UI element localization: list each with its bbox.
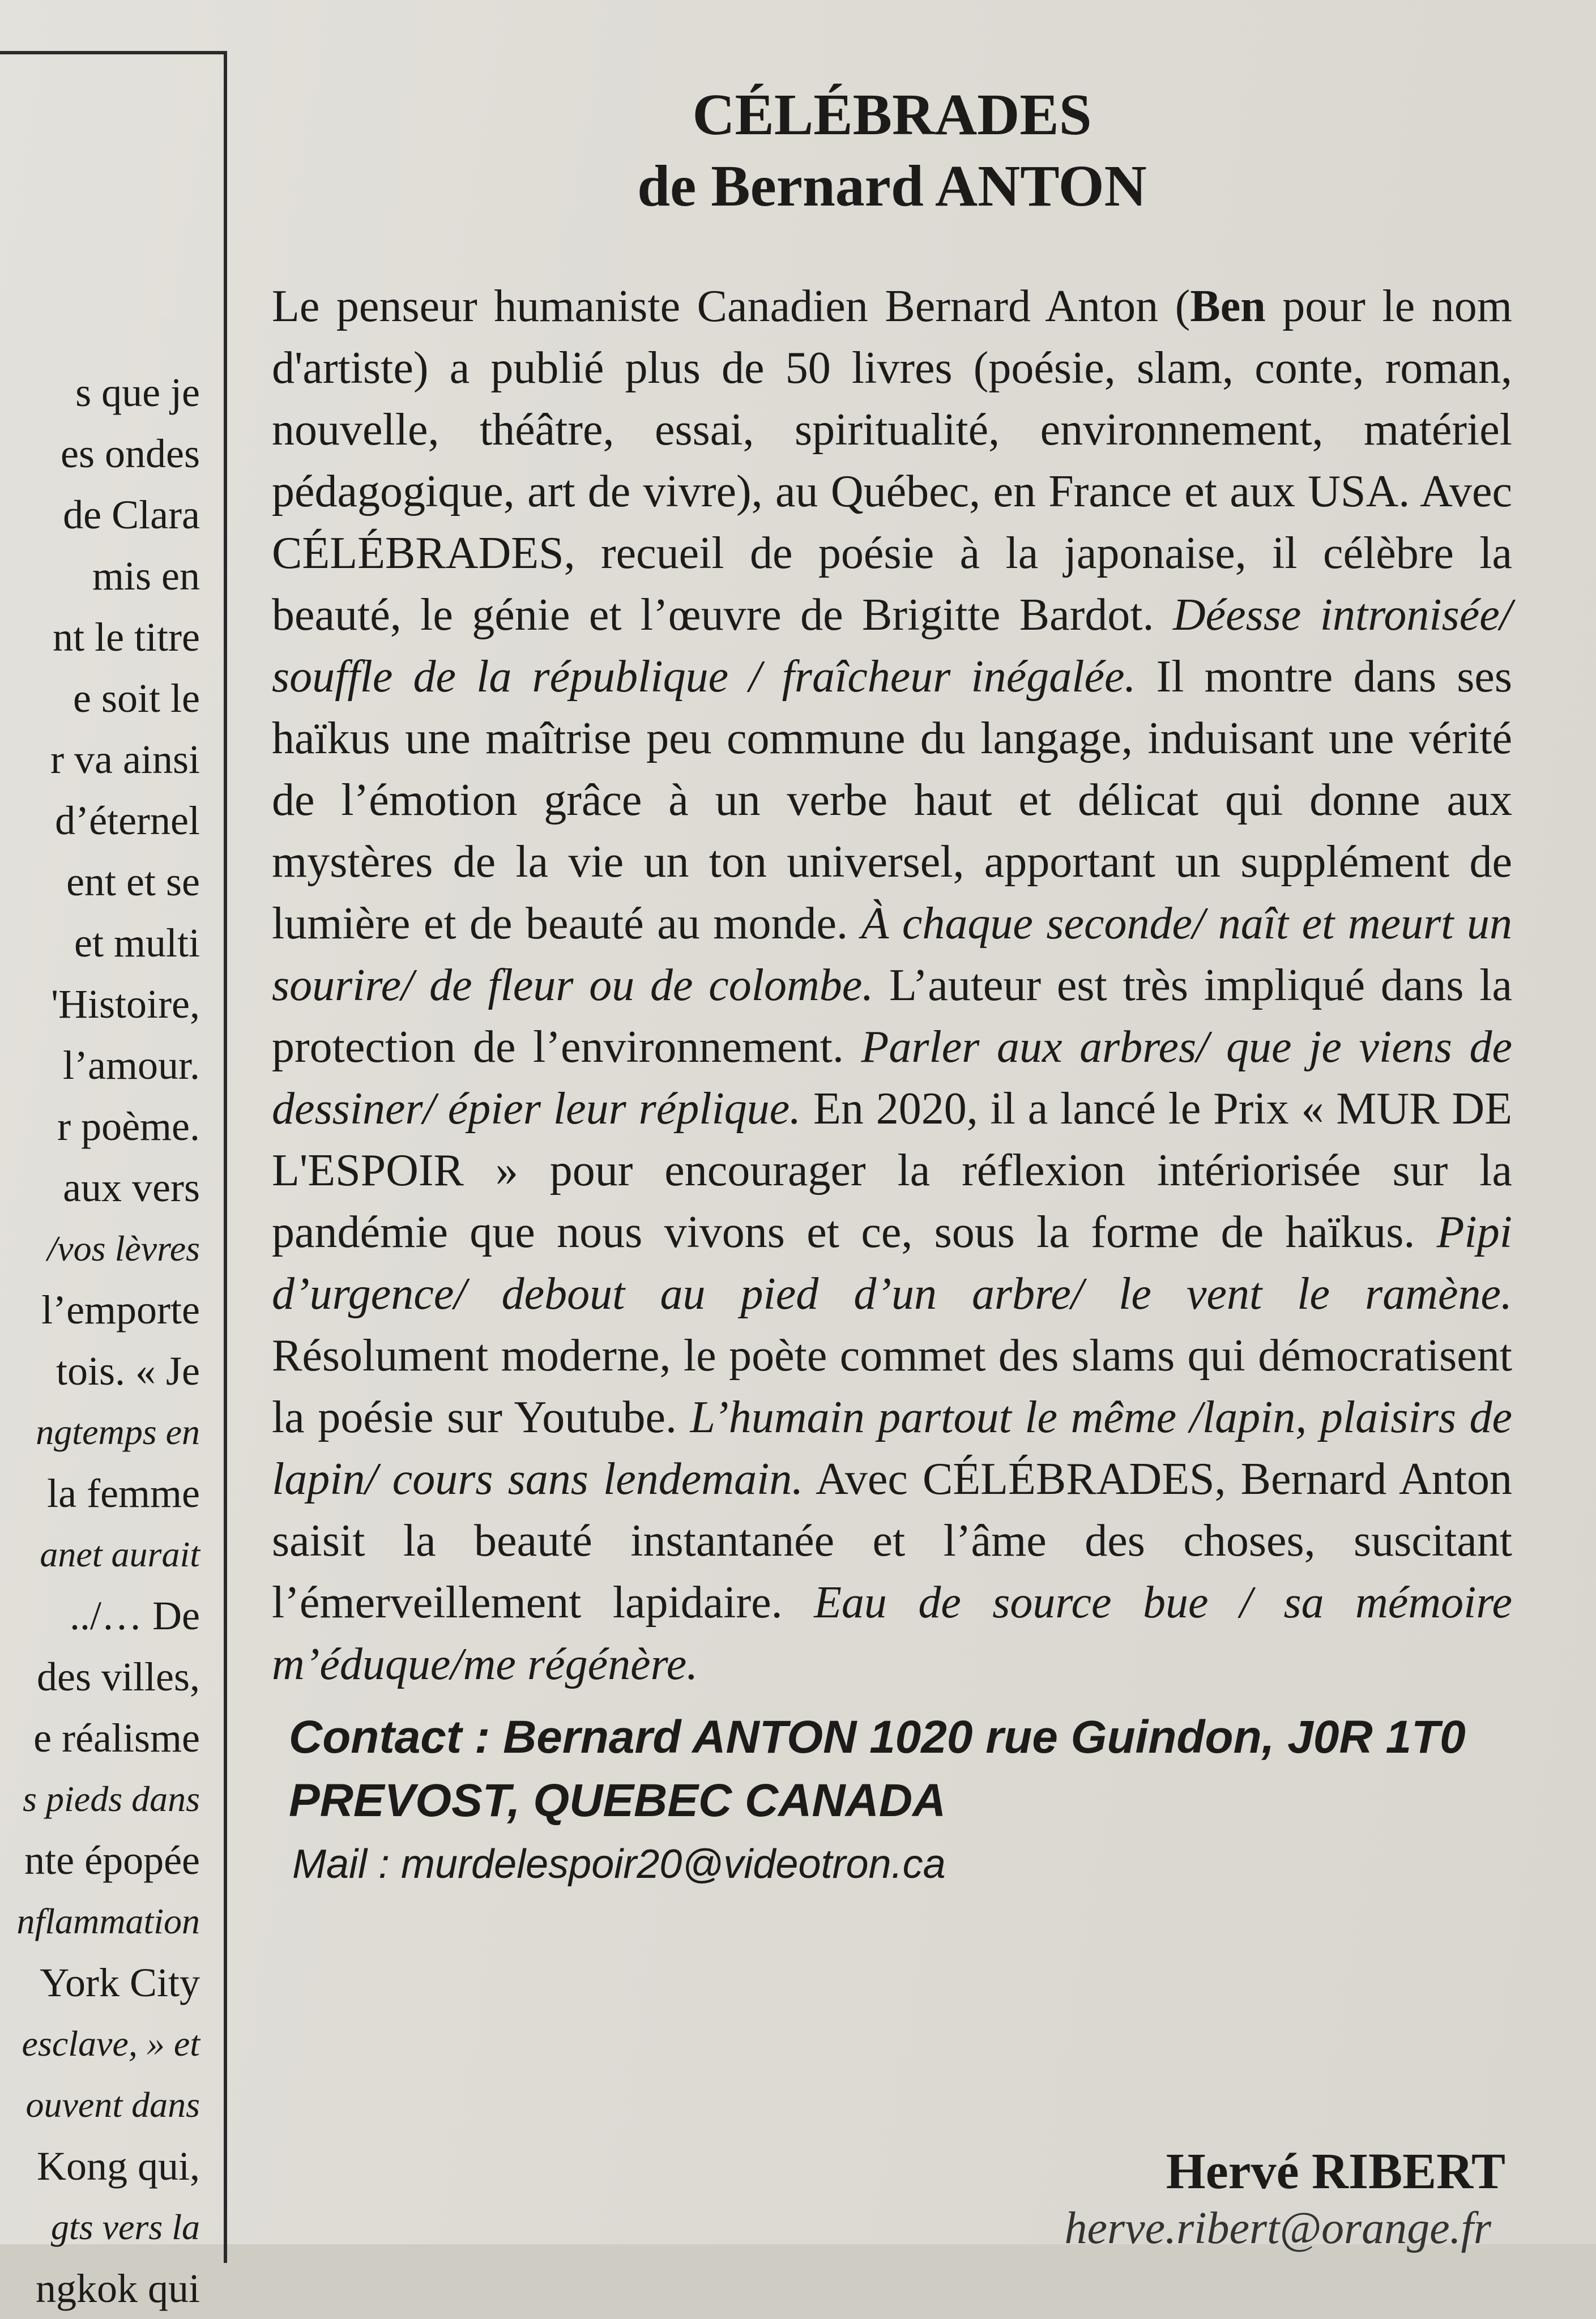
article xyxy=(272,79,1512,1893)
previous-article-line: gts vers la xyxy=(50,2207,200,2247)
haiku-quote: Parler aux arbres/ que je viens de dessiner/ épier leur réplique. xyxy=(272,1022,1512,1134)
previous-article-line: nte épopée xyxy=(24,1838,200,1883)
haiku-quote: À chaque seconde/ naît et meurt un sourire/ de fleur ou de colombe. xyxy=(272,899,1512,1010)
author-email: herve.ribert@orange.fr xyxy=(1064,2203,1491,2253)
author-signature: Hervé RIBERT xyxy=(1166,2143,1505,2200)
previous-article-line: r va ainsi xyxy=(50,737,200,782)
previous-article-line: es ondes xyxy=(61,431,200,476)
body-run: Le penseur humaniste Canadien Bernard Anton ( xyxy=(272,281,1190,331)
article-body xyxy=(272,276,1512,1696)
previous-article-line: l’emporte xyxy=(41,1287,200,1333)
previous-article-line: ../… De xyxy=(70,1593,200,1638)
body-run: L’auteur est très impliqué dans la protection de l’environnement. xyxy=(272,960,1513,1072)
body-run: En 2020, il a lancé le Prix « MUR DE L'ESPOIR » pour encourager la réflexion intériorisée sur la pandémie que nous vivons et ce, sous la forme de haïkus. xyxy=(272,1084,1512,1257)
body-run: pour le nom d'artiste) a publié plus de 50 livres (poésie, slam, conte, roman, nouvelle, théâtre, essai, spiritualité, environnement, matériel pédagogique, art de vivre), au Québec, en France et aux USA. Avec CÉLÉBRADES, recueil de poésie à la japonaise, il célèbre la beauté, le génie et l’œuvre de Brigitte Bardot. xyxy=(272,281,1513,640)
previous-article-line: mis en xyxy=(92,553,200,599)
previous-article-line: r poème. xyxy=(57,1104,200,1149)
previous-article-line: ouvent dans xyxy=(25,2085,200,2125)
article-title: CÉLÉBRADES xyxy=(692,82,1092,147)
previous-article-line: Kong qui, xyxy=(37,2143,200,2189)
contact-info: Contact : Bernard ANTON 1020 rue Guindon, J0R 1T0 PREVOST, QUEBEC CANADA xyxy=(289,1711,1466,1826)
previous-article-line: et multi xyxy=(74,920,200,966)
previous-article-line: nflammation xyxy=(16,1901,200,1941)
haiku-quote: L’humain partout le même /lapin, plaisirs de lapin/ cours sans lendemain. xyxy=(272,1393,1513,1504)
previous-article-column xyxy=(0,51,227,2311)
previous-article-line: /vos lèvres xyxy=(47,1228,200,1269)
body-run: Il montre dans ses haïkus une maîtrise peu commune du langage, induisant une vérité de l’émotion grâce à un verbe haut et délicat qui donne aux mystères de la vie un ton universel, apportant un supplément de lumière et de beauté au monde. xyxy=(272,652,1513,949)
previous-article-line: d’éternel xyxy=(55,798,200,843)
haiku-quote: Pipi d’urgence/ debout au pied d’un arbre/ le vent le ramène. xyxy=(272,1207,1512,1319)
previous-article-line: esclave, » et xyxy=(22,2023,200,2064)
previous-article-line: York City xyxy=(40,1960,200,2005)
previous-article-text xyxy=(0,362,200,2319)
previous-article-line: s pieds dans xyxy=(23,1779,200,1819)
haiku-quote: Déesse intronisée/ souffle de la république / fraîcheur inégalée. xyxy=(272,590,1513,702)
previous-article-line: ngtemps en xyxy=(36,1412,200,1452)
previous-article-line: e soit le xyxy=(73,676,200,721)
haiku-quote: Eau de source bue / sa mémoire m’éduque/me régénère. xyxy=(272,1578,1512,1689)
artist-name: Ben xyxy=(1190,281,1266,331)
body-run: Avec CÉLÉBRADES, Bernard Anton saisit la beauté instantanée et l’âme des choses, suscitant l’émerveillement lapidaire. xyxy=(272,1454,1512,1628)
body-run: Résolument moderne, le poète commet des slams qui démocratisent la poésie sur Youtube. xyxy=(272,1331,1512,1442)
previous-article-line: 'Histoire, xyxy=(51,981,200,1027)
previous-article-line: des villes, xyxy=(37,1654,200,1699)
previous-article-line: de Clara xyxy=(63,492,200,537)
previous-article-line: e réalisme xyxy=(33,1715,200,1761)
previous-article-line: la femme xyxy=(47,1471,200,1516)
previous-article-line: s que je xyxy=(75,370,200,415)
previous-article-line: aux vers xyxy=(63,1165,200,1210)
previous-article-line: ent et se xyxy=(66,859,200,904)
previous-article-line: ngkok qui xyxy=(35,2266,200,2311)
previous-article-line: tois. « Je xyxy=(56,1348,200,1394)
previous-article-line: l’amour. xyxy=(63,1043,200,1088)
contact-email: Mail : murdelespoir20@videotron.ca xyxy=(292,1842,946,1887)
previous-article-line: anet aurait xyxy=(40,1534,200,1574)
previous-article-line: nt le titre xyxy=(53,614,200,660)
article-subtitle: de Bernard ANTON xyxy=(637,153,1147,219)
